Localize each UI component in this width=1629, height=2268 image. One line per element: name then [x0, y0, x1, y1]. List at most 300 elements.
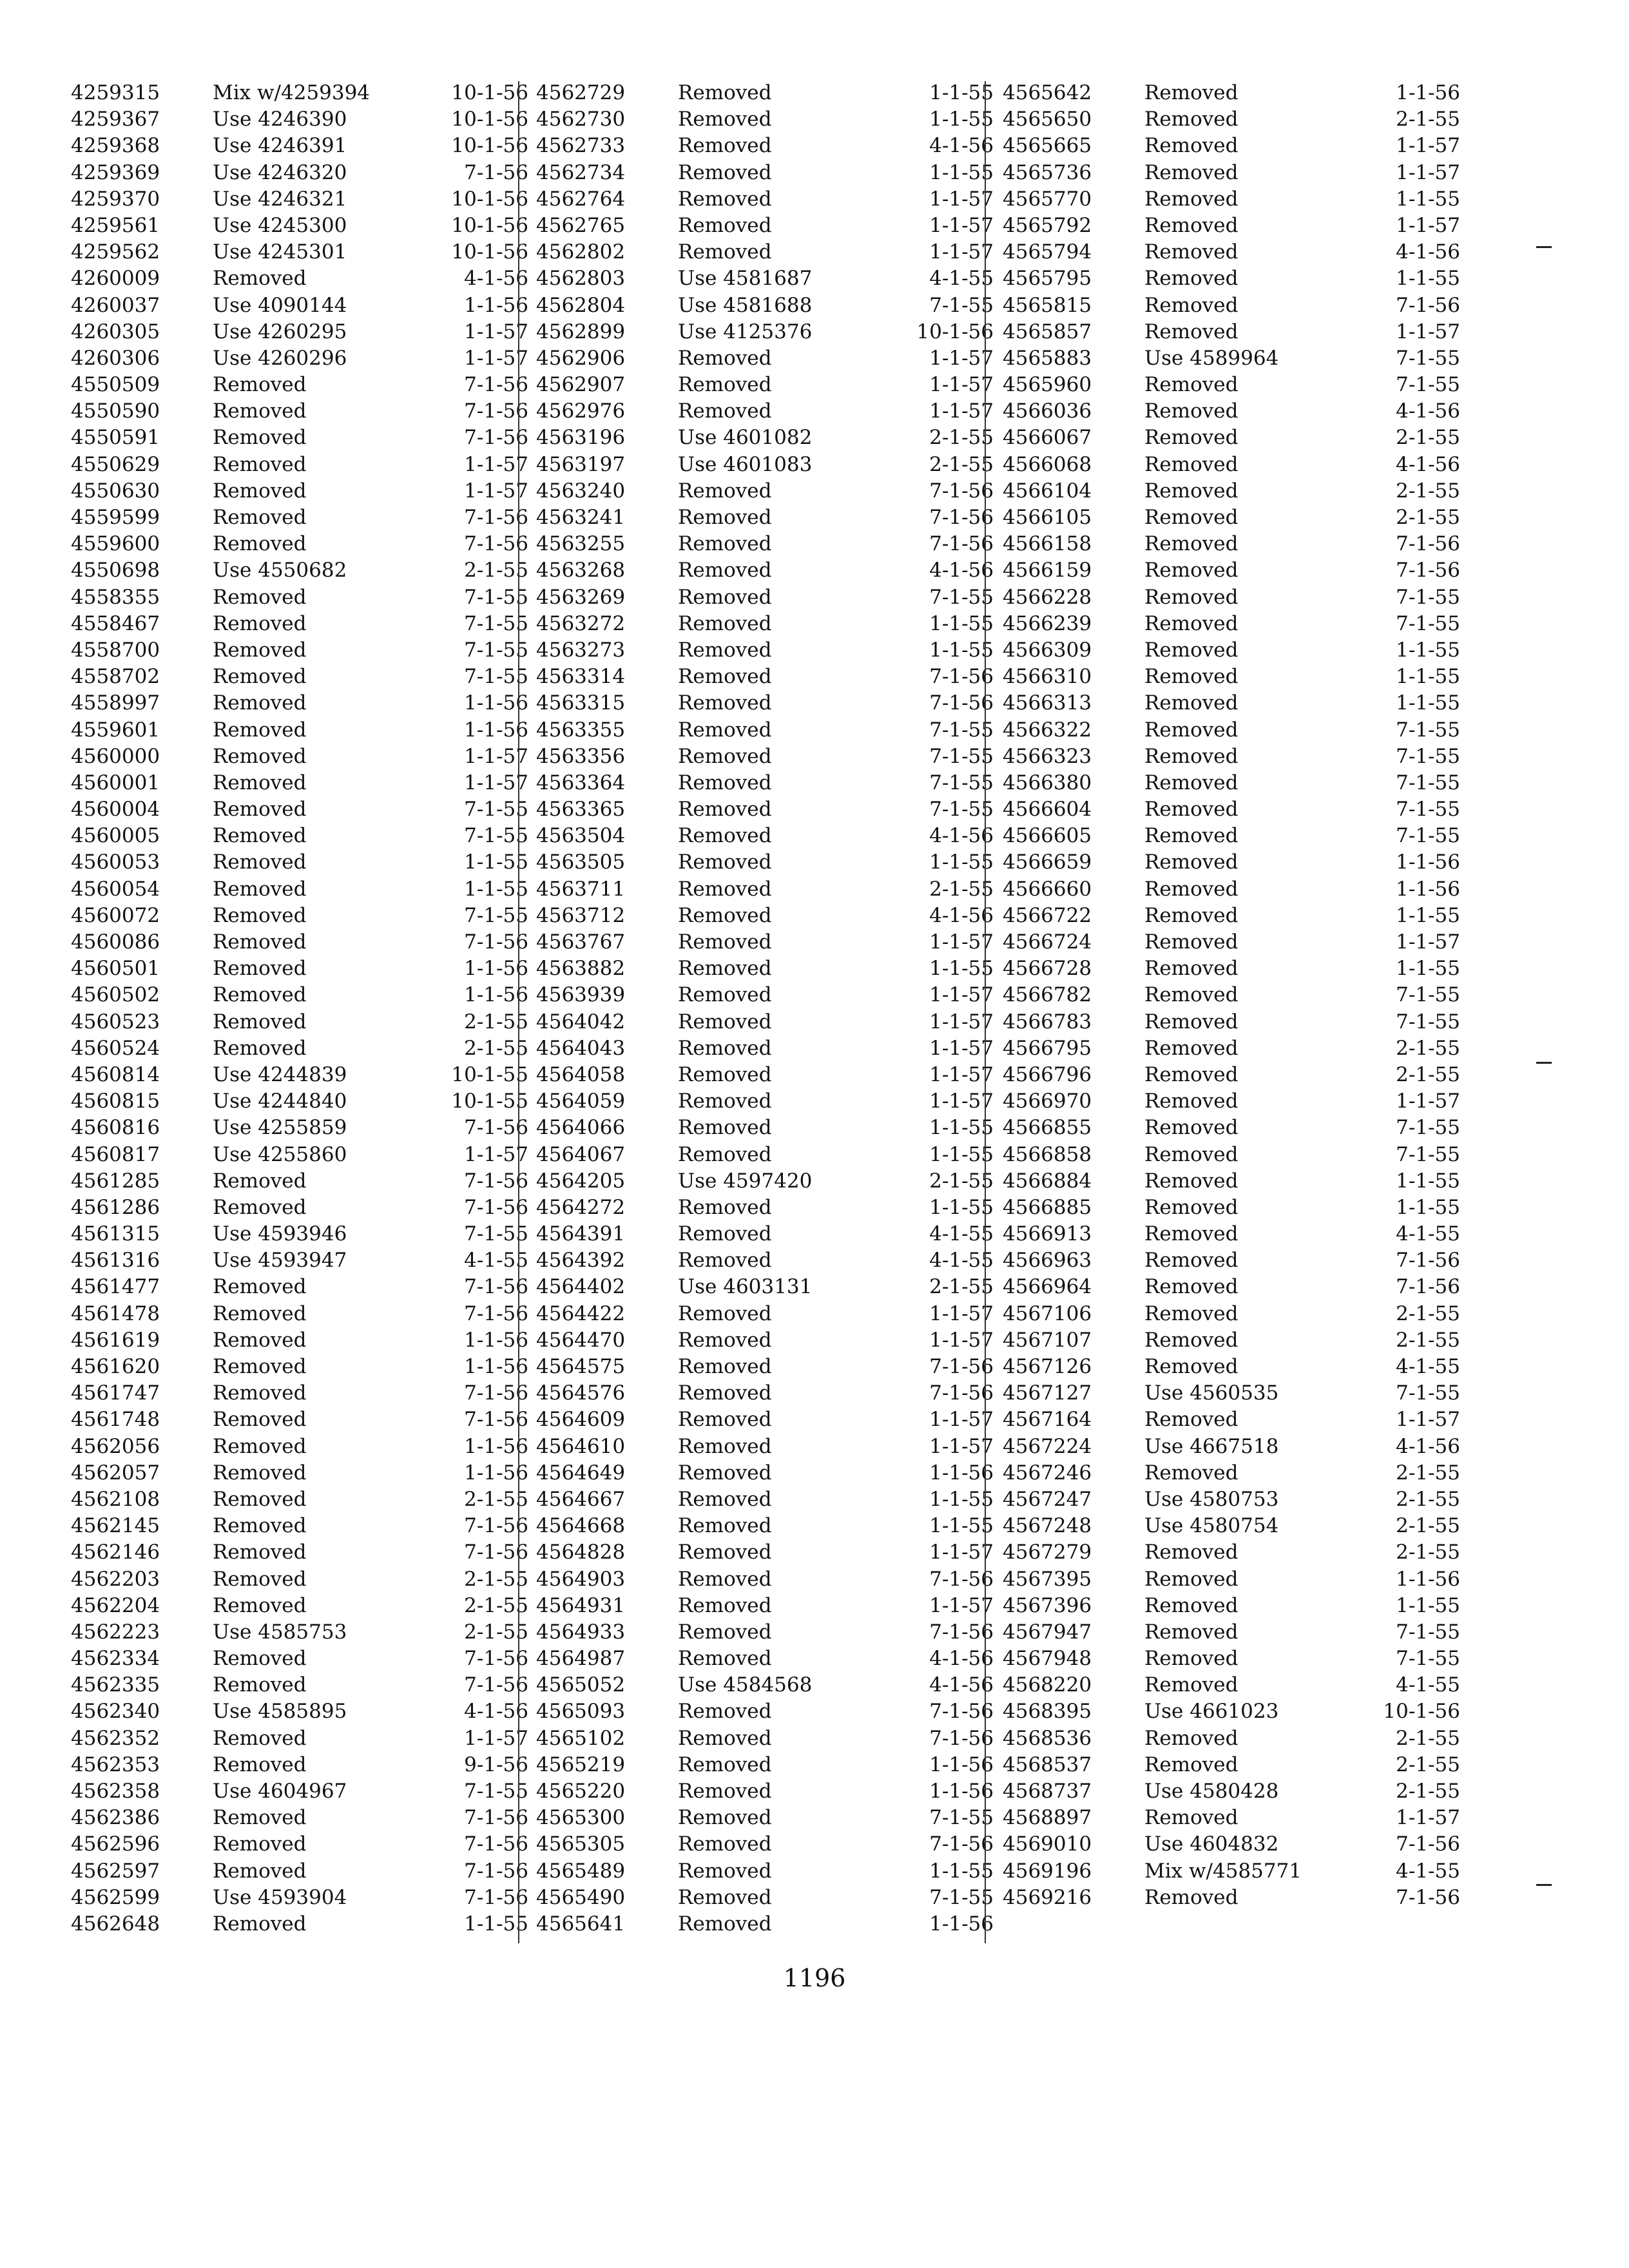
effective-date: 2-1-55 — [1396, 426, 1460, 450]
effective-date: 7-1-55 — [464, 665, 528, 689]
disposition: Removed — [1144, 134, 1239, 158]
effective-date: 1-1-55 — [929, 1116, 994, 1140]
table-row — [71, 664, 541, 690]
effective-date: 7-1-56 — [464, 1647, 528, 1671]
part-number: 4563355 — [536, 718, 626, 742]
effective-date: 7-1-55 — [464, 1780, 528, 1803]
part-number: 4569216 — [1003, 1885, 1092, 1909]
disposition: Removed — [1144, 187, 1239, 211]
part-number: 4562057 — [71, 1461, 160, 1485]
part-number: 4567395 — [1003, 1567, 1092, 1591]
disposition: Removed — [213, 930, 307, 954]
part-number: 4562386 — [71, 1806, 160, 1830]
effective-date: 1-1-56 — [464, 983, 528, 1007]
disposition: Removed — [1144, 240, 1239, 264]
effective-date: 1-1-56 — [464, 1328, 528, 1352]
effective-date: 2-1-55 — [929, 877, 994, 901]
table-row — [1003, 398, 1473, 425]
disposition: Removed — [678, 744, 772, 768]
table-row — [536, 293, 1007, 319]
part-number: 4564575 — [536, 1355, 626, 1378]
effective-date: 7-1-56 — [464, 1302, 528, 1325]
disposition: Removed — [678, 665, 772, 689]
effective-date: 10-1-56 — [916, 320, 994, 343]
disposition: Removed — [1144, 1036, 1239, 1060]
table-row — [536, 1885, 1007, 1911]
effective-date: 1-1-56 — [464, 957, 528, 981]
table-row — [536, 823, 1007, 849]
part-number: 4562204 — [71, 1593, 160, 1617]
part-number: 4564392 — [536, 1249, 626, 1273]
disposition: Use 4585895 — [213, 1700, 347, 1724]
table-row — [1003, 1460, 1473, 1486]
effective-date: 1-1-55 — [1396, 267, 1460, 291]
table-row — [1003, 1274, 1473, 1300]
part-number: 4567126 — [1003, 1355, 1092, 1378]
part-number: 4562335 — [71, 1673, 160, 1697]
effective-date: 2-1-55 — [464, 1620, 528, 1644]
disposition: Removed — [678, 187, 772, 211]
part-number: 4568737 — [1003, 1780, 1092, 1803]
part-number: 4563255 — [536, 532, 626, 556]
effective-date: 7-1-56 — [464, 1832, 528, 1856]
effective-date: 7-1-55 — [1396, 1381, 1460, 1405]
disposition: Removed — [678, 1328, 772, 1352]
table-row — [71, 770, 541, 796]
part-number: 4564609 — [536, 1408, 626, 1432]
table-row — [536, 1619, 1007, 1646]
effective-date: 1-1-57 — [1396, 1806, 1460, 1830]
part-number: 4568897 — [1003, 1806, 1092, 1830]
effective-date: 2-1-55 — [1396, 1753, 1460, 1776]
disposition: Removed — [213, 1010, 307, 1033]
part-number: 4550590 — [71, 399, 160, 423]
disposition: Removed — [678, 160, 772, 184]
table-row — [71, 1911, 541, 1937]
effective-date: 7-1-56 — [1396, 1275, 1460, 1299]
effective-date: 1-1-56 — [464, 1461, 528, 1485]
table-row — [71, 1698, 541, 1725]
effective-date: 1-1-57 — [1396, 134, 1460, 158]
table-row — [536, 1858, 1007, 1885]
part-number: 4558700 — [71, 638, 160, 662]
table-row — [1003, 611, 1473, 637]
effective-date: 7-1-56 — [464, 1806, 528, 1830]
table-row — [536, 584, 1007, 611]
effective-date: 1-1-55 — [929, 108, 994, 131]
disposition: Removed — [678, 1700, 772, 1724]
effective-date: 1-1-57 — [464, 346, 528, 370]
disposition: Use 4593946 — [213, 1222, 347, 1246]
disposition: Mix w/4259394 — [213, 81, 371, 104]
disposition: Removed — [1144, 1726, 1239, 1750]
part-number: 4566380 — [1003, 771, 1092, 794]
disposition: Removed — [213, 1514, 307, 1538]
table-row — [71, 398, 541, 425]
effective-date: 7-1-56 — [929, 1567, 994, 1591]
disposition: Use 4244840 — [213, 1090, 347, 1113]
effective-date: 1-1-56 — [929, 1780, 994, 1803]
table-row — [536, 80, 1007, 106]
part-number: 4565052 — [536, 1673, 626, 1697]
disposition: Removed — [1144, 1647, 1239, 1671]
table-row — [536, 1354, 1007, 1380]
disposition: Use 4580754 — [1144, 1514, 1279, 1538]
effective-date: 4-1-56 — [929, 559, 994, 582]
part-number: 4567279 — [1003, 1541, 1092, 1564]
disposition: Removed — [1144, 1885, 1239, 1909]
effective-date: 4-1-56 — [1396, 1434, 1460, 1458]
part-number: 4567127 — [1003, 1381, 1092, 1405]
table-row — [536, 1566, 1007, 1593]
disposition: Use 4593947 — [213, 1249, 347, 1273]
table-row — [1003, 1221, 1473, 1247]
effective-date: 1-1-57 — [929, 1302, 994, 1325]
part-number: 4567247 — [1003, 1487, 1092, 1511]
table-row — [1003, 637, 1473, 664]
effective-date: 4-1-56 — [929, 824, 994, 848]
disposition: Use 4550682 — [213, 559, 347, 582]
table-row — [71, 876, 541, 903]
part-number: 4563365 — [536, 798, 626, 822]
disposition: Removed — [213, 532, 307, 556]
table-row — [1003, 345, 1473, 372]
table-row — [536, 1434, 1007, 1460]
disposition: Removed — [678, 559, 772, 582]
part-number: 4565093 — [536, 1700, 626, 1724]
table-row — [536, 133, 1007, 159]
disposition: Removed — [678, 346, 772, 370]
table-row — [1003, 1301, 1473, 1327]
table-row — [71, 1142, 541, 1168]
part-number: 4563711 — [536, 877, 626, 901]
disposition: Removed — [213, 1593, 307, 1617]
table-row — [71, 1752, 541, 1778]
effective-date: 7-1-56 — [929, 506, 994, 529]
table-row — [1003, 796, 1473, 823]
table-row — [536, 239, 1007, 265]
effective-date: 7-1-56 — [929, 1620, 994, 1644]
disposition: Removed — [678, 691, 772, 715]
table-row — [71, 929, 541, 956]
table-row — [71, 319, 541, 345]
disposition: Removed — [213, 1541, 307, 1564]
disposition: Removed — [678, 1832, 772, 1856]
disposition: Removed — [213, 1036, 307, 1060]
table-row — [1003, 823, 1473, 849]
effective-date: 7-1-55 — [464, 903, 528, 927]
disposition: Removed — [1144, 877, 1239, 901]
effective-date: 1-1-55 — [1396, 187, 1460, 211]
table-row — [71, 1672, 541, 1698]
effective-date: 1-1-56 — [464, 1434, 528, 1458]
effective-date: 1-1-55 — [1396, 691, 1460, 715]
effective-date: 2-1-55 — [464, 1487, 528, 1511]
table-row — [536, 425, 1007, 451]
table-row — [71, 849, 541, 876]
part-number: 4564610 — [536, 1434, 626, 1458]
effective-date: 4-1-55 — [464, 1249, 528, 1273]
part-number: 4564391 — [536, 1222, 626, 1246]
disposition: Removed — [213, 1912, 307, 1936]
effective-date: 7-1-56 — [929, 1700, 994, 1724]
table-row — [536, 611, 1007, 637]
disposition: Removed — [213, 665, 307, 689]
part-number: 4564066 — [536, 1116, 626, 1140]
table-row — [536, 1195, 1007, 1221]
effective-date: 1-1-57 — [929, 1062, 994, 1086]
part-number: 4566104 — [1003, 479, 1092, 503]
disposition: Removed — [678, 1408, 772, 1432]
part-number: 4563882 — [536, 957, 626, 981]
part-number: 4559601 — [71, 718, 160, 742]
disposition: Use 4246320 — [213, 160, 347, 184]
part-number: 4564649 — [536, 1461, 626, 1485]
part-number: 4562056 — [71, 1434, 160, 1458]
table-row — [536, 637, 1007, 664]
effective-date: 7-1-56 — [464, 1195, 528, 1219]
part-number: 4567106 — [1003, 1302, 1092, 1325]
table-row — [536, 345, 1007, 372]
part-number: 4560053 — [71, 850, 160, 874]
disposition: Removed — [678, 1302, 772, 1325]
part-number: 4550591 — [71, 426, 160, 450]
table-row — [1003, 849, 1473, 876]
table-row — [536, 1725, 1007, 1752]
table-row — [1003, 452, 1473, 478]
disposition: Removed — [213, 1195, 307, 1219]
table-row — [1003, 1831, 1473, 1858]
part-number: 4562146 — [71, 1541, 160, 1564]
table-row — [1003, 903, 1473, 929]
table-row — [536, 664, 1007, 690]
part-number: 4565857 — [1003, 320, 1092, 343]
part-number: 4567107 — [1003, 1328, 1092, 1352]
effective-date: 1-1-57 — [1396, 1408, 1460, 1432]
table-row — [1003, 239, 1473, 265]
part-number: 4563356 — [536, 744, 626, 768]
effective-date: 1-1-57 — [929, 1593, 994, 1617]
table-row — [71, 584, 541, 611]
table-row — [536, 796, 1007, 823]
effective-date: 7-1-56 — [929, 1726, 994, 1750]
part-number: 4564903 — [536, 1567, 626, 1591]
disposition: Use 4125376 — [678, 320, 813, 343]
part-number: 4564042 — [536, 1010, 626, 1033]
disposition: Removed — [678, 585, 772, 609]
effective-date: 4-1-55 — [929, 1222, 994, 1246]
effective-date: 10-1-56 — [451, 134, 528, 158]
disposition: Removed — [1144, 850, 1239, 874]
disposition: Removed — [213, 1169, 307, 1193]
part-number: 4563767 — [536, 930, 626, 954]
disposition: Removed — [678, 1222, 772, 1246]
disposition: Removed — [678, 798, 772, 822]
effective-date: 7-1-55 — [464, 1222, 528, 1246]
disposition: Removed — [213, 877, 307, 901]
effective-date: 7-1-56 — [929, 532, 994, 556]
disposition: Removed — [1144, 1062, 1239, 1086]
disposition: Removed — [678, 1355, 772, 1378]
disposition: Use 4246391 — [213, 134, 347, 158]
table-row — [536, 1407, 1007, 1433]
effective-date: 4-1-56 — [929, 1673, 994, 1697]
part-number: 4565794 — [1003, 240, 1092, 264]
effective-date: 1-1-57 — [464, 479, 528, 503]
table-row — [71, 505, 541, 531]
disposition: Removed — [678, 479, 772, 503]
disposition: Removed — [213, 1408, 307, 1432]
disposition: Removed — [213, 744, 307, 768]
table-row — [536, 849, 1007, 876]
table-row — [1003, 557, 1473, 584]
part-number: 4562145 — [71, 1514, 160, 1538]
effective-date: 7-1-55 — [1396, 1010, 1460, 1033]
part-number: 4563240 — [536, 479, 626, 503]
disposition: Mix w/4585771 — [1144, 1859, 1302, 1883]
disposition: Removed — [678, 108, 772, 131]
effective-date: 2-1-55 — [1396, 108, 1460, 131]
table-row — [71, 1247, 541, 1274]
disposition: Removed — [678, 1142, 772, 1166]
effective-date: 1-1-57 — [929, 1010, 994, 1033]
effective-date: 4-1-55 — [1396, 1673, 1460, 1697]
effective-date: 1-1-57 — [929, 240, 994, 264]
table-row — [71, 1486, 541, 1513]
table-row — [71, 425, 541, 451]
effective-date: 4-1-56 — [1396, 399, 1460, 423]
effective-date: 10-1-56 — [451, 81, 528, 104]
part-number: 4563241 — [536, 506, 626, 529]
part-number: 4562358 — [71, 1780, 160, 1803]
disposition: Removed — [213, 1832, 307, 1856]
effective-date: 7-1-56 — [929, 1832, 994, 1856]
part-number: 4562764 — [536, 187, 626, 211]
part-number: 4562108 — [71, 1487, 160, 1511]
part-number: 4260305 — [71, 320, 160, 343]
disposition: Use 4560535 — [1144, 1381, 1279, 1405]
disposition: Removed — [678, 1461, 772, 1485]
effective-date: 7-1-55 — [1396, 824, 1460, 848]
part-number: 4563314 — [536, 665, 626, 689]
part-number: 4566228 — [1003, 585, 1092, 609]
part-number: 4562907 — [536, 373, 626, 397]
table-row — [71, 345, 541, 372]
effective-date: 4-1-55 — [929, 1249, 994, 1273]
disposition: Removed — [213, 1434, 307, 1458]
disposition: Removed — [678, 771, 772, 794]
effective-date: 7-1-56 — [464, 160, 528, 184]
disposition: Use 4246321 — [213, 187, 347, 211]
part-number: 4562730 — [536, 108, 626, 131]
disposition: Removed — [678, 638, 772, 662]
effective-date: 2-1-55 — [929, 426, 994, 450]
table-row — [536, 1911, 1007, 1937]
disposition: Removed — [213, 585, 307, 609]
part-number: 4567396 — [1003, 1593, 1092, 1617]
part-number: 4564422 — [536, 1302, 626, 1325]
part-number: 4562729 — [536, 81, 626, 104]
part-number: 4562352 — [71, 1726, 160, 1750]
table-row — [1003, 1539, 1473, 1566]
part-number: 4550630 — [71, 479, 160, 503]
disposition: Use 4601082 — [678, 426, 813, 450]
disposition: Use 4589964 — [1144, 346, 1279, 370]
disposition: Removed — [1144, 744, 1239, 768]
disposition: Use 4661023 — [1144, 1700, 1279, 1724]
table-row — [71, 1619, 541, 1646]
part-number: 4558702 — [71, 665, 160, 689]
part-number: 4566970 — [1003, 1090, 1092, 1113]
table-row — [1003, 929, 1473, 956]
part-number: 4565300 — [536, 1806, 626, 1830]
disposition: Removed — [678, 1487, 772, 1511]
effective-date: 7-1-56 — [464, 532, 528, 556]
effective-date: 10-1-56 — [451, 187, 528, 211]
part-number: 4566310 — [1003, 665, 1092, 689]
disposition: Removed — [678, 532, 772, 556]
disposition: Use 4581688 — [678, 293, 813, 317]
disposition: Removed — [1144, 1010, 1239, 1033]
table-row — [536, 1327, 1007, 1354]
disposition: Removed — [678, 1249, 772, 1273]
part-number: 4562340 — [71, 1700, 160, 1724]
table-row — [536, 265, 1007, 292]
disposition: Removed — [1144, 373, 1239, 397]
disposition: Use 4584568 — [678, 1673, 813, 1697]
table-row — [71, 1380, 541, 1407]
table-row — [1003, 1885, 1473, 1911]
table-row — [536, 982, 1007, 1008]
disposition: Removed — [678, 1434, 772, 1458]
part-number: 4566159 — [1003, 559, 1092, 582]
effective-date: 7-1-55 — [1396, 771, 1460, 794]
table-row — [71, 1035, 541, 1062]
part-number: 4562599 — [71, 1885, 160, 1909]
effective-date: 2-1-55 — [1396, 1541, 1460, 1564]
disposition: Removed — [213, 1567, 307, 1591]
part-number: 4562733 — [536, 134, 626, 158]
effective-date: 7-1-55 — [1396, 1647, 1460, 1671]
disposition: Removed — [1144, 426, 1239, 450]
page-number: 1196 — [783, 1964, 846, 1992]
part-number: 4561620 — [71, 1355, 160, 1378]
part-number: 4565736 — [1003, 160, 1092, 184]
disposition: Removed — [1144, 1593, 1239, 1617]
part-number: 4565665 — [1003, 134, 1092, 158]
effective-date: 1-1-56 — [929, 1461, 994, 1485]
part-number: 4563272 — [536, 611, 626, 635]
disposition: Removed — [678, 1753, 772, 1776]
table-row — [536, 717, 1007, 744]
part-number: 4565883 — [1003, 346, 1092, 370]
table-row — [71, 1885, 541, 1911]
effective-date: 1-1-55 — [929, 1142, 994, 1166]
effective-date: 7-1-56 — [464, 1275, 528, 1299]
part-number: 4562906 — [536, 346, 626, 370]
effective-date: 2-1-55 — [464, 1010, 528, 1033]
table-row — [1003, 770, 1473, 796]
disposition: Removed — [213, 718, 307, 742]
part-number: 4566885 — [1003, 1195, 1092, 1219]
disposition: Removed — [213, 506, 307, 529]
disposition: Removed — [1144, 585, 1239, 609]
effective-date: 1-1-57 — [1396, 320, 1460, 343]
part-number: 4561748 — [71, 1408, 160, 1432]
disposition: Removed — [1144, 1275, 1239, 1299]
part-number: 4562596 — [71, 1832, 160, 1856]
table-row — [536, 1247, 1007, 1274]
